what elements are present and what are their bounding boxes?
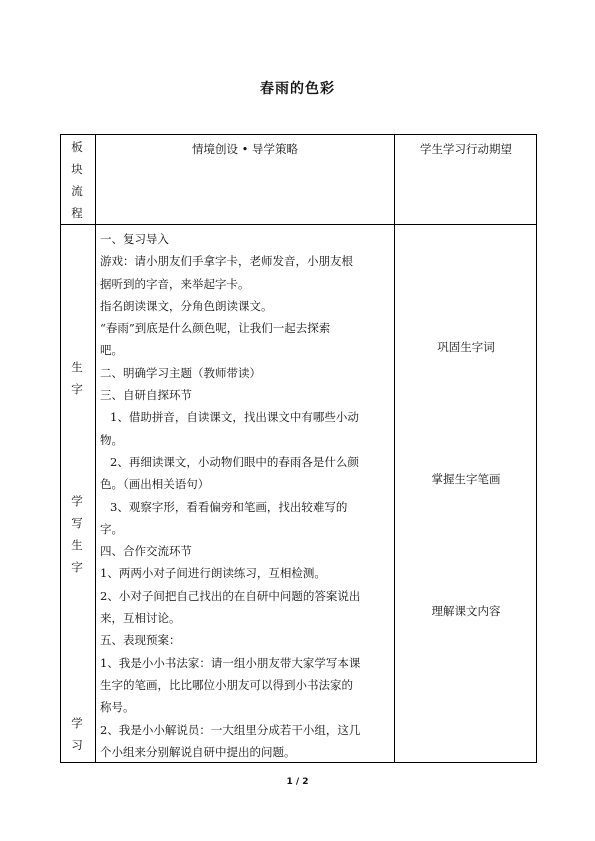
content-line: 2、我是小小解说员：一大组里分成若干小组，这几 <box>100 722 361 737</box>
table-col-divider-2 <box>394 134 395 763</box>
content-line: 1、两两小对子间进行朗读练习，互相检测。 <box>100 566 326 581</box>
strategy-content <box>100 228 388 763</box>
content-line: 生字的笔画，比比哪位小朋友可以得到小书法家的 <box>100 677 353 692</box>
content-line: 字。 <box>100 521 123 536</box>
content-line: 称号。 <box>100 700 135 715</box>
table-header-divider <box>60 224 537 225</box>
stage-char: 生 <box>71 360 83 374</box>
goal-master-strokes: 掌握生字笔画 <box>431 472 501 486</box>
content-line: 2、再细读课文，小动物们眼中的春雨各是什么颜 <box>110 454 359 469</box>
stage-char: 写 <box>71 516 83 530</box>
content-line: 色。（画出相关语句） <box>100 477 210 492</box>
stage-char: 字 <box>71 382 83 396</box>
content-line: 3、观察字形，看看偏旁和笔画，找出较难写的 <box>110 499 348 514</box>
stage-label-shengzi <box>60 356 94 400</box>
page-title: 春雨的色彩 <box>260 81 335 97</box>
table-col-divider-1 <box>95 134 96 763</box>
content-line: 二、明确学习主题（教师带读） <box>100 365 261 380</box>
content-line: 一、复习导入 <box>100 232 169 246</box>
content-line: 指名朗读课文，分角色朗读课文。 <box>100 298 273 313</box>
content-line: 来，互相讨论。 <box>100 611 181 626</box>
content-line: 据听到的字音，来举起字卡。 <box>100 276 250 291</box>
stage-char: 习 <box>71 738 83 752</box>
table-border-top <box>60 134 537 135</box>
table-border-right <box>536 134 537 763</box>
header-stage-char: 流 <box>71 184 83 198</box>
goal-understand-text: 理解课文内容 <box>431 604 501 618</box>
content-line: 吧。 <box>100 343 123 358</box>
content-line: 游戏：请小朋友们手拿字卡，老师发音，小朋友根 <box>100 254 353 269</box>
header-strategy: 情境创设 • 导学策略 <box>191 142 299 156</box>
content-line: 五、表现预案： <box>100 633 181 648</box>
header-stage-char: 程 <box>71 206 83 220</box>
content-line: 2、小对子间把自己找出的在自研中问题的答案说出 <box>100 588 361 603</box>
header-stage-char: 块 <box>71 162 83 176</box>
stage-char: 学 <box>71 494 83 508</box>
header-stage-cell <box>60 136 94 224</box>
content-line: “春雨”到底是什么颜色呢，让我们一起去探索 <box>100 321 331 336</box>
content-line: 1、我是小小书法家：请一组小朋友带大家学写本课 <box>100 655 361 670</box>
content-line: 物。 <box>100 432 123 447</box>
stage-char: 生 <box>71 538 83 552</box>
lesson-table <box>60 134 537 763</box>
stage-label-xuexieshengzi <box>60 490 94 578</box>
stage-char: 学 <box>71 716 83 730</box>
header-expectation: 学生学习行动期望 <box>420 142 512 156</box>
stage-char: 字 <box>71 560 83 574</box>
goal-consolidate-words: 巩固生字词 <box>437 340 495 354</box>
header-stage-char: 板 <box>71 140 83 154</box>
page-number: 1 / 2 <box>286 777 309 787</box>
content-line: 四、合作交流环节 <box>100 544 192 559</box>
stage-label-xuexi <box>60 712 94 756</box>
table-border-left <box>60 134 61 763</box>
content-line: 三、自研自探环节 <box>100 388 192 403</box>
content-line: 1、借助拼音，自读课文，找出课文中有哪些小动 <box>110 410 359 425</box>
content-line: 个小组来分别解说自研中提出的问题。 <box>100 744 296 759</box>
